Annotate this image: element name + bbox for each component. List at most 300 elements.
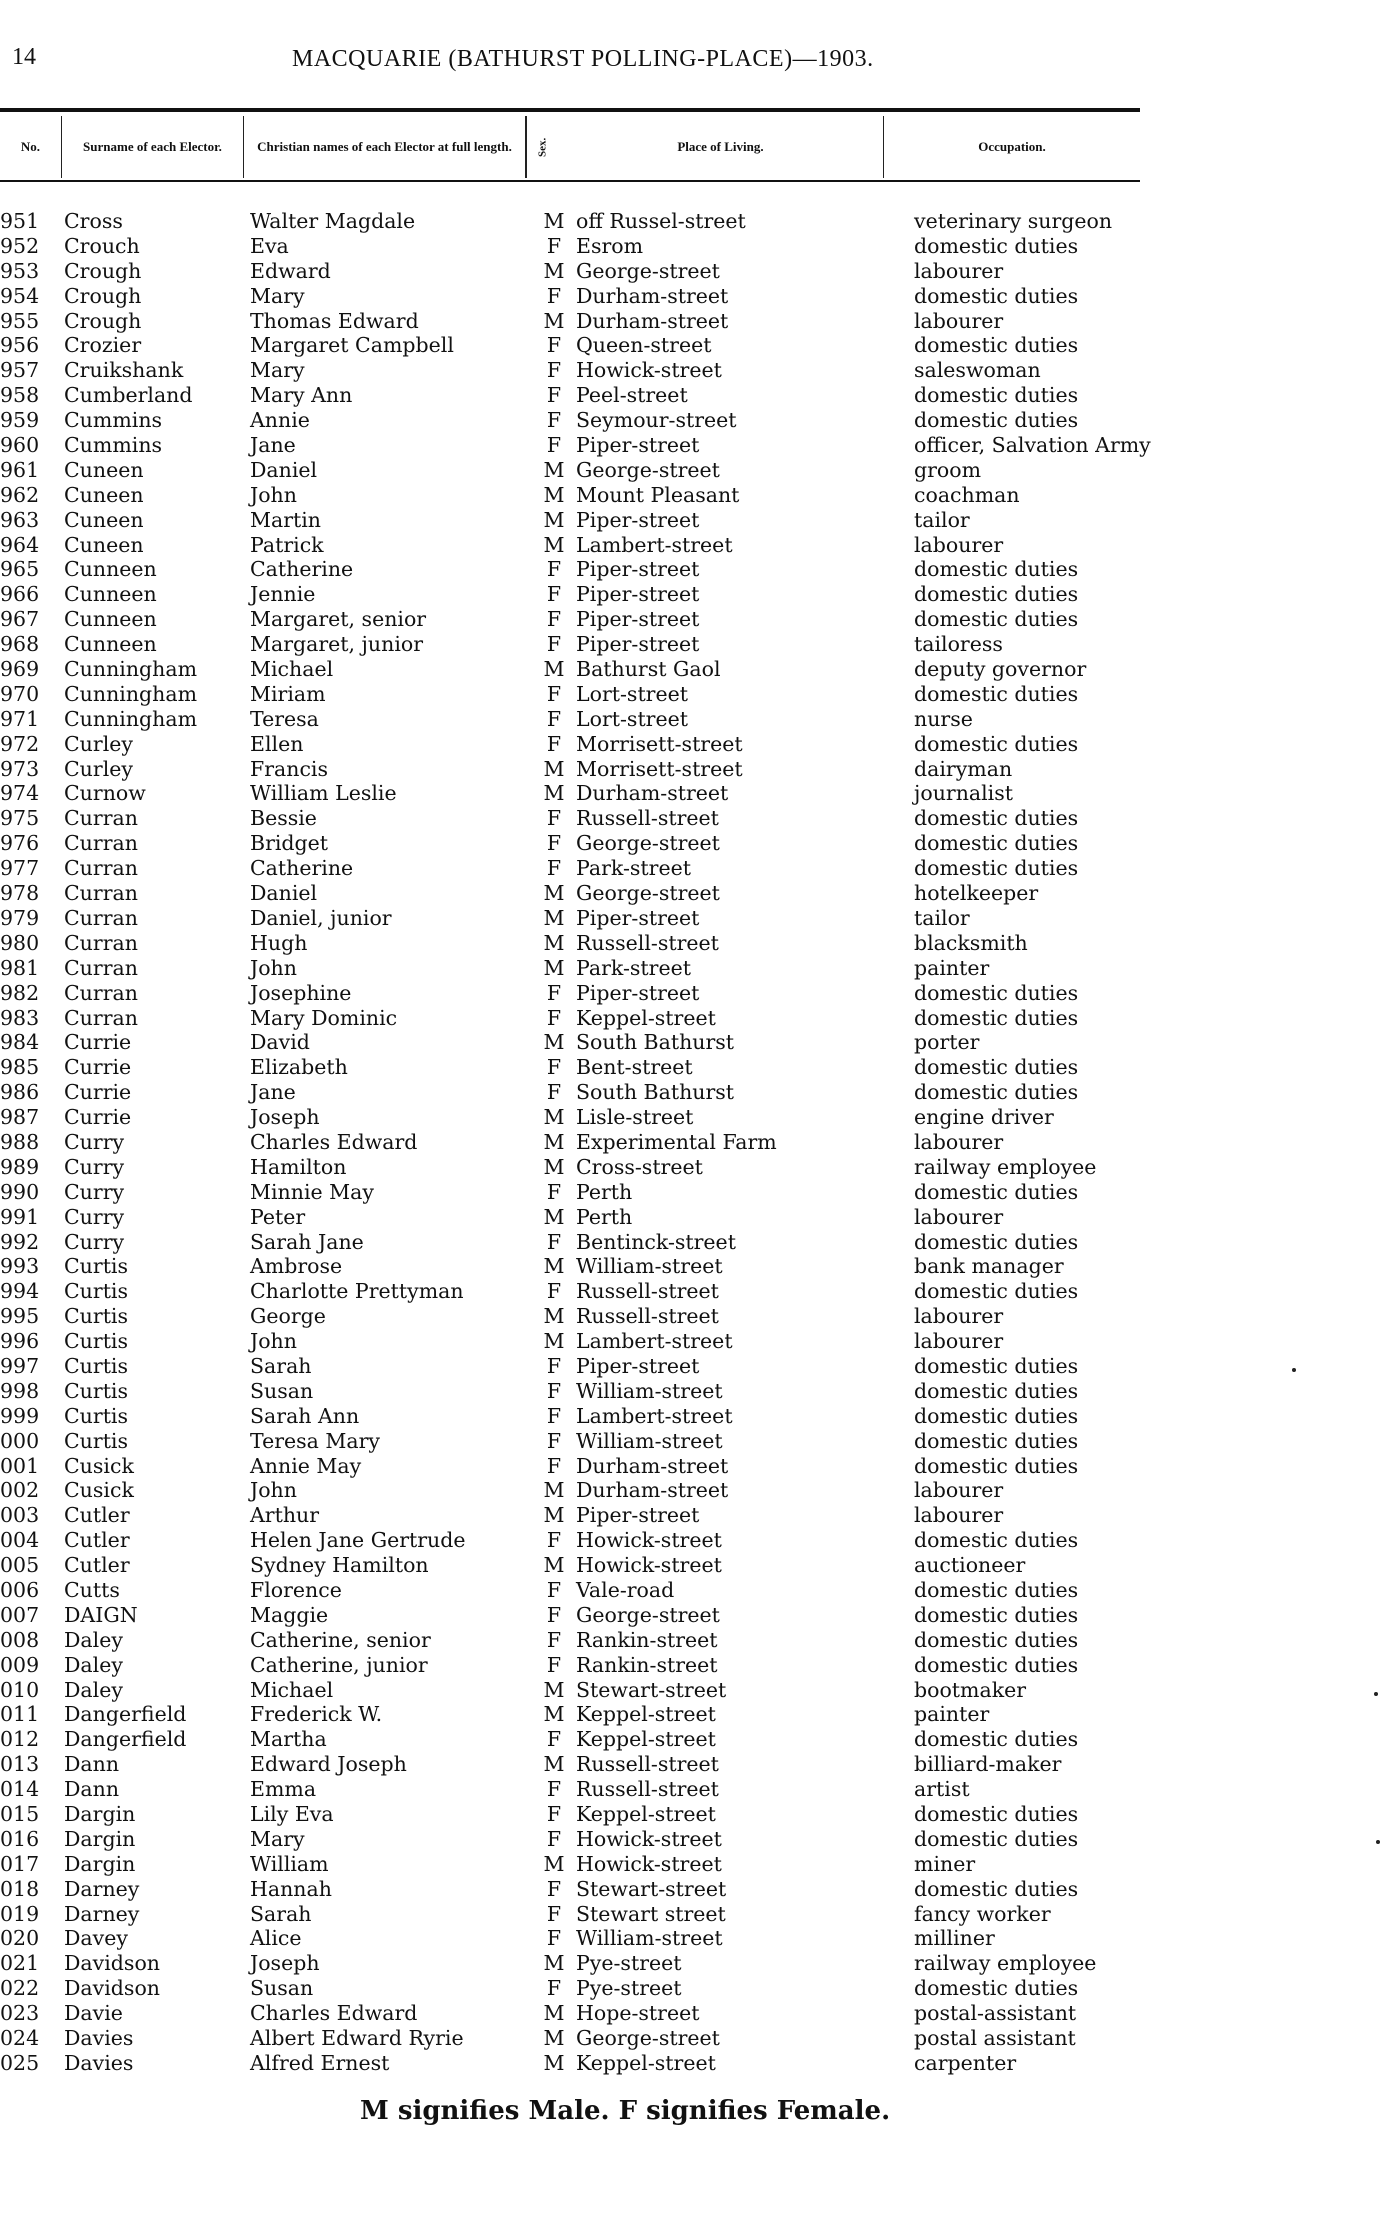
elector-surname: Curry xyxy=(64,1204,125,1229)
elector-christian-names: Josephine xyxy=(250,980,352,1005)
elector-occupation: railway employee xyxy=(914,1154,1097,1179)
table-row xyxy=(0,1603,1150,1628)
elector-sex: F xyxy=(546,1229,562,1254)
elector-place-of-living: Keppel-street xyxy=(576,1727,716,1752)
elector-number: 996 xyxy=(0,1329,40,1354)
elector-christian-names: William Leslie xyxy=(250,781,397,806)
elector-surname: Daley xyxy=(64,1677,123,1702)
elector-sex: M xyxy=(543,905,565,930)
elector-surname: Cutler xyxy=(64,1528,130,1553)
elector-place-of-living: Vale-road xyxy=(576,1577,675,1602)
elector-christian-names: Edward Joseph xyxy=(250,1752,407,1777)
elector-sex: M xyxy=(543,532,565,557)
table-row xyxy=(0,1180,1150,1205)
elector-surname: Curtis xyxy=(64,1304,129,1329)
elector-surname: Curran xyxy=(64,905,138,930)
elector-occupation: auctioneer xyxy=(914,1553,1026,1578)
elector-surname: Cuneen xyxy=(64,532,144,557)
table-row xyxy=(0,1230,1150,1255)
elector-sex: F xyxy=(546,358,562,383)
elector-place-of-living: Piper-street xyxy=(576,557,700,582)
table-row xyxy=(0,632,1150,657)
elector-occupation: domestic duties xyxy=(914,283,1079,308)
elector-occupation: domestic duties xyxy=(914,1005,1079,1030)
table-row xyxy=(0,2026,1150,2051)
elector-surname: Curran xyxy=(64,831,138,856)
elector-number: 972 xyxy=(0,731,40,756)
elector-occupation: domestic duties xyxy=(914,383,1079,408)
table-row xyxy=(0,682,1150,707)
elector-christian-names: Mary Dominic xyxy=(250,1005,398,1030)
elector-place-of-living: Piper-street xyxy=(576,980,700,1005)
elector-occupation: domestic duties xyxy=(914,1652,1079,1677)
elector-christian-names: Jane xyxy=(250,433,296,458)
elector-christian-names: Edward xyxy=(250,258,331,283)
elector-surname: Curran xyxy=(64,980,138,1005)
table-row xyxy=(0,358,1150,383)
table-row xyxy=(0,1478,1150,1503)
table-header xyxy=(0,116,1140,178)
elector-surname: Cumberland xyxy=(64,383,193,408)
elector-occupation: tailor xyxy=(914,507,970,532)
elector-number: 977 xyxy=(0,856,40,881)
elector-christian-names: Charles Edward xyxy=(250,2001,418,2026)
elector-sex: M xyxy=(543,1304,565,1329)
elector-place-of-living: William-street xyxy=(576,1428,723,1453)
table-row xyxy=(0,881,1150,906)
elector-sex: F xyxy=(546,1876,562,1901)
elector-occupation: postal-assistant xyxy=(914,2001,1077,2026)
elector-surname: Curtis xyxy=(64,1378,129,1403)
elector-sex: M xyxy=(543,1204,565,1229)
table-row xyxy=(0,259,1150,284)
elector-place-of-living: South Bathurst xyxy=(576,1030,735,1055)
legend-footer: M signifies Male. F signifies Female. xyxy=(360,2096,891,2126)
elector-sex: F xyxy=(546,1976,562,2001)
elector-christian-names: Ellen xyxy=(250,731,304,756)
elector-surname: Curtis xyxy=(64,1279,129,1304)
elector-place-of-living: William-street xyxy=(576,1926,723,1951)
elector-occupation: domestic duties xyxy=(914,1602,1079,1627)
scan-speck xyxy=(1376,1840,1380,1844)
elector-occupation: nurse xyxy=(914,706,973,731)
elector-christian-names: Margaret, senior xyxy=(250,607,427,632)
elector-place-of-living: off Russel-street xyxy=(576,209,746,233)
elector-sex: M xyxy=(543,258,565,283)
elector-place-of-living: Stewart-street xyxy=(576,1876,727,1901)
elector-surname: Dann xyxy=(64,1752,120,1777)
elector-surname: Cusick xyxy=(64,1478,134,1503)
elector-number: 989 xyxy=(0,1154,40,1179)
elector-surname: Cunneen xyxy=(64,557,157,582)
elector-surname: Dann xyxy=(64,1777,120,1802)
elector-christian-names: Maggie xyxy=(250,1602,329,1627)
elector-sex: F xyxy=(546,1727,562,1752)
elector-place-of-living: William-street xyxy=(576,1254,723,1279)
elector-surname: Dangerfield xyxy=(64,1727,187,1752)
elector-number: 999 xyxy=(0,1403,40,1428)
elector-place-of-living: Howick-street xyxy=(576,1826,722,1851)
elector-christian-names: Sydney Hamilton xyxy=(250,1553,429,1578)
elector-number: 951 xyxy=(0,209,40,233)
elector-occupation: dairyman xyxy=(914,756,1013,781)
elector-surname: Cummins xyxy=(64,433,163,458)
elector-sex: F xyxy=(546,233,562,258)
elector-occupation: hotelkeeper xyxy=(914,881,1039,906)
elector-christian-names: Martin xyxy=(250,507,322,532)
elector-surname: Davidson xyxy=(64,1951,160,1976)
elector-number: 016 xyxy=(0,1826,40,1851)
elector-place-of-living: Bathurst Gaol xyxy=(576,657,721,682)
elector-surname: Dargin xyxy=(64,1851,136,1876)
elector-occupation: milliner xyxy=(914,1926,995,1951)
table-row xyxy=(0,707,1150,732)
elector-christian-names: Annie xyxy=(250,408,310,433)
elector-place-of-living: Lambert-street xyxy=(576,1329,733,1354)
elector-place-of-living: Piper-street xyxy=(576,433,700,458)
elector-place-of-living: Durham-street xyxy=(576,1478,729,1503)
table-row xyxy=(0,2001,1150,2026)
elector-number: 988 xyxy=(0,1129,40,1154)
elector-surname: Crough xyxy=(64,283,142,308)
elector-place-of-living: Park-street xyxy=(576,856,691,881)
elector-surname: Cusick xyxy=(64,1453,134,1478)
elector-sex: F xyxy=(546,557,562,582)
elector-occupation: labourer xyxy=(914,532,1004,557)
elector-christian-names: Lily Eva xyxy=(250,1802,334,1826)
elector-surname: Curley xyxy=(64,731,133,756)
elector-number: 980 xyxy=(0,930,40,955)
elector-occupation: tailoress xyxy=(914,632,1003,657)
elector-occupation: blacksmith xyxy=(914,930,1028,955)
elector-surname: Curry xyxy=(64,1179,125,1204)
elector-surname: Crouch xyxy=(64,233,140,258)
elector-surname: Davie xyxy=(64,2001,123,2026)
elector-christian-names: Miriam xyxy=(250,681,326,706)
elector-sex: M xyxy=(543,1503,565,1528)
elector-number: 007 xyxy=(0,1602,40,1627)
elector-occupation: painter xyxy=(914,955,990,980)
elector-sex: F xyxy=(546,383,562,408)
elector-christian-names: John xyxy=(250,955,297,980)
elector-place-of-living: Piper-street xyxy=(576,1353,700,1378)
elector-surname: Cunningham xyxy=(64,681,198,706)
elector-place-of-living: Howick-street xyxy=(576,1851,722,1876)
elector-surname: Cutler xyxy=(64,1553,130,1578)
elector-christian-names: Francis xyxy=(250,756,329,781)
elector-sex: M xyxy=(543,308,565,333)
elector-surname: Curran xyxy=(64,955,138,980)
elector-number: 995 xyxy=(0,1304,40,1329)
elector-sex: M xyxy=(543,1105,565,1130)
elector-surname: Daley xyxy=(64,1627,123,1652)
elector-occupation: domestic duties xyxy=(914,557,1079,582)
elector-surname: DAIGN xyxy=(64,1602,138,1627)
elector-surname: Crozier xyxy=(64,333,142,358)
elector-number: 983 xyxy=(0,1005,40,1030)
elector-number: 982 xyxy=(0,980,40,1005)
elector-occupation: domestic duties xyxy=(914,1876,1079,1901)
page-number: 14 xyxy=(12,44,36,70)
elector-sex: M xyxy=(543,1702,565,1727)
elector-number: 997 xyxy=(0,1353,40,1378)
elector-sex: M xyxy=(543,955,565,980)
elector-number: 975 xyxy=(0,806,40,831)
elector-number: 993 xyxy=(0,1254,40,1279)
elector-place-of-living: Lort-street xyxy=(576,706,688,731)
elector-surname: Davies xyxy=(64,2026,134,2051)
elector-occupation: domestic duties xyxy=(914,1179,1079,1204)
elector-sex: M xyxy=(543,756,565,781)
elector-number: 022 xyxy=(0,1976,40,2001)
table-row xyxy=(0,906,1150,931)
table-row xyxy=(0,582,1150,607)
table-row xyxy=(0,2051,1150,2076)
elector-christian-names: Helen Jane Gertrude xyxy=(250,1528,466,1553)
elector-place-of-living: Perth xyxy=(576,1179,633,1204)
elector-christian-names: Hugh xyxy=(250,930,308,955)
elector-christian-names: Elizabeth xyxy=(250,1055,348,1080)
header-bottom-rule xyxy=(0,180,1140,182)
elector-sex: M xyxy=(543,1129,565,1154)
elector-occupation: domestic duties xyxy=(914,681,1079,706)
elector-christian-names: Thomas Edward xyxy=(250,308,419,333)
table-row xyxy=(0,1030,1150,1055)
elector-sex: F xyxy=(546,706,562,731)
elector-sex: M xyxy=(543,1030,565,1055)
table-row xyxy=(0,333,1150,358)
elector-place-of-living: Russell-street xyxy=(576,1752,719,1777)
elector-occupation: coachman xyxy=(914,482,1020,507)
table-row xyxy=(0,1902,1150,1927)
elector-surname: Curtis xyxy=(64,1353,129,1378)
elector-surname: Dangerfield xyxy=(64,1702,187,1727)
table-row xyxy=(0,458,1150,483)
elector-occupation: postal assistant xyxy=(914,2026,1076,2051)
elector-christian-names: John xyxy=(250,1329,297,1354)
elector-number: 968 xyxy=(0,632,40,657)
elector-christian-names: Frederick W. xyxy=(250,1702,383,1727)
elector-place-of-living: Piper-street xyxy=(576,607,700,632)
elector-christian-names: Michael xyxy=(250,1677,334,1702)
elector-place-of-living: Durham-street xyxy=(576,283,729,308)
elector-number: 985 xyxy=(0,1055,40,1080)
elector-occupation: domestic duties xyxy=(914,607,1079,632)
table-row xyxy=(0,1503,1150,1528)
elector-christian-names: John xyxy=(250,1478,297,1503)
elector-christian-names: David xyxy=(250,1030,310,1055)
table-row xyxy=(0,433,1150,458)
elector-surname: Curran xyxy=(64,881,138,906)
elector-sex: M xyxy=(543,2026,565,2051)
page-title: MACQUARIE (BATHURST POLLING-PLACE)—1903. xyxy=(292,46,874,72)
table-row xyxy=(0,1852,1150,1877)
elector-occupation: painter xyxy=(914,1702,990,1727)
elector-number: 004 xyxy=(0,1528,40,1553)
elector-sex: F xyxy=(546,1528,562,1553)
elector-place-of-living: Bentinck-street xyxy=(576,1229,736,1254)
elector-christian-names: Arthur xyxy=(250,1503,320,1528)
elector-christian-names: Sarah xyxy=(250,1901,312,1926)
elector-surname: Curtis xyxy=(64,1403,129,1428)
elector-sex: F xyxy=(546,1577,562,1602)
table-row xyxy=(0,1080,1150,1105)
elector-surname: Cunneen xyxy=(64,607,157,632)
elector-surname: Currie xyxy=(64,1055,132,1080)
elector-occupation: deputy governor xyxy=(914,657,1087,682)
elector-number: 002 xyxy=(0,1478,40,1503)
elector-place-of-living: Rankin-street xyxy=(576,1627,718,1652)
elector-occupation: domestic duties xyxy=(914,1378,1079,1403)
elector-christian-names: Ambrose xyxy=(250,1254,343,1279)
elector-number: 990 xyxy=(0,1179,40,1204)
table-row xyxy=(0,1553,1150,1578)
elector-occupation: labourer xyxy=(914,1503,1004,1528)
elector-place-of-living: George-street xyxy=(576,2026,720,2051)
elector-occupation: domestic duties xyxy=(914,1453,1079,1478)
elector-number: 010 xyxy=(0,1677,40,1702)
elector-occupation: domestic duties xyxy=(914,1727,1079,1752)
elector-sex: M xyxy=(543,1254,565,1279)
elector-place-of-living: Keppel-street xyxy=(576,1702,716,1727)
elector-place-of-living: Durham-street xyxy=(576,781,729,806)
elector-occupation: domestic duties xyxy=(914,1403,1079,1428)
table-row xyxy=(0,1006,1150,1031)
elector-occupation: domestic duties xyxy=(914,1802,1079,1826)
elector-number: 974 xyxy=(0,781,40,806)
elector-place-of-living: Peel-street xyxy=(576,383,688,408)
elector-number: 013 xyxy=(0,1752,40,1777)
elector-christian-names: Catherine, senior xyxy=(250,1627,431,1652)
elector-christian-names: Hamilton xyxy=(250,1154,347,1179)
elector-sex: M xyxy=(543,930,565,955)
elector-number: 015 xyxy=(0,1802,40,1826)
elector-surname: Cruikshank xyxy=(64,358,184,383)
elector-occupation: domestic duties xyxy=(914,233,1079,258)
table-row xyxy=(0,956,1150,981)
elector-place-of-living: Lisle-street xyxy=(576,1105,694,1130)
elector-occupation: miner xyxy=(914,1851,976,1876)
elector-sex: M xyxy=(543,1553,565,1578)
elector-occupation: billiard-maker xyxy=(914,1752,1062,1777)
elector-number: 023 xyxy=(0,2001,40,2026)
elector-place-of-living: Piper-street xyxy=(576,507,700,532)
elector-sex: F xyxy=(546,1005,562,1030)
elector-sex: F xyxy=(546,408,562,433)
elector-occupation: journalist xyxy=(914,781,1013,806)
elector-place-of-living: Stewart-street xyxy=(576,1677,727,1702)
elector-sex: F xyxy=(546,1353,562,1378)
elector-surname: Dargin xyxy=(64,1826,136,1851)
elector-surname: Dargin xyxy=(64,1802,136,1826)
elector-sex: F xyxy=(546,283,562,308)
elector-number: 965 xyxy=(0,557,40,582)
table-row xyxy=(0,607,1150,632)
elector-christian-names: Albert Edward Ryrie xyxy=(250,2026,464,2051)
elector-number: 018 xyxy=(0,1876,40,1901)
elector-christian-names: Mary xyxy=(250,358,305,383)
elector-occupation: domestic duties xyxy=(914,1353,1079,1378)
elector-surname: Cunningham xyxy=(64,706,198,731)
elector-occupation: domestic duties xyxy=(914,1627,1079,1652)
elector-place-of-living: George-street xyxy=(576,258,720,283)
elector-sex: F xyxy=(546,582,562,607)
header-no: No. xyxy=(0,116,62,178)
table-row xyxy=(0,1528,1150,1553)
table-row xyxy=(0,557,1150,582)
header-christian-names: Christian names of each Elector at full length. xyxy=(244,116,526,178)
elector-christian-names: Catherine xyxy=(250,856,354,881)
elector-sex: F xyxy=(546,731,562,756)
elector-number: 958 xyxy=(0,383,40,408)
elector-list xyxy=(0,209,1150,2076)
elector-christian-names: Mary xyxy=(250,283,305,308)
elector-number: 959 xyxy=(0,408,40,433)
elector-sex: F xyxy=(546,806,562,831)
elector-number: 006 xyxy=(0,1577,40,1602)
elector-surname: Cuneen xyxy=(64,457,144,482)
elector-surname: Cunneen xyxy=(64,582,157,607)
elector-number: 986 xyxy=(0,1080,40,1105)
elector-place-of-living: Russell-street xyxy=(576,1304,719,1329)
elector-surname: Curran xyxy=(64,806,138,831)
table-row xyxy=(0,1130,1150,1155)
elector-sex: F xyxy=(546,1179,562,1204)
elector-christian-names: Minnie May xyxy=(250,1179,374,1204)
scan-speck xyxy=(1374,1692,1378,1696)
elector-occupation: domestic duties xyxy=(914,1577,1079,1602)
elector-surname: Curtis xyxy=(64,1329,129,1354)
elector-surname: Curran xyxy=(64,930,138,955)
elector-surname: Darney xyxy=(64,1876,140,1901)
elector-number: 953 xyxy=(0,258,40,283)
elector-christian-names: Margaret, junior xyxy=(250,632,424,657)
elector-occupation: labourer xyxy=(914,1329,1004,1354)
elector-surname: Currie xyxy=(64,1080,132,1105)
elector-surname: Curtis xyxy=(64,1254,129,1279)
elector-number: 976 xyxy=(0,831,40,856)
elector-number: 961 xyxy=(0,457,40,482)
elector-surname: Cutts xyxy=(64,1577,120,1602)
elector-sex: F xyxy=(546,856,562,881)
table-row xyxy=(0,1055,1150,1080)
table-row xyxy=(0,1429,1150,1454)
elector-occupation: domestic duties xyxy=(914,831,1079,856)
elector-number: 998 xyxy=(0,1378,40,1403)
elector-sex: M xyxy=(543,1154,565,1179)
elector-number: 969 xyxy=(0,657,40,682)
elector-number: 008 xyxy=(0,1627,40,1652)
table-row xyxy=(0,209,1150,234)
elector-christian-names: Sarah Ann xyxy=(250,1403,360,1428)
elector-sex: F xyxy=(546,1802,562,1826)
table-row xyxy=(0,508,1150,533)
elector-place-of-living: Piper-street xyxy=(576,1503,700,1528)
elector-sex: F xyxy=(546,1453,562,1478)
elector-sex: F xyxy=(546,433,562,458)
elector-sex: F xyxy=(546,1627,562,1652)
elector-place-of-living: Bent-street xyxy=(576,1055,693,1080)
elector-occupation: porter xyxy=(914,1030,980,1055)
elector-place-of-living: Park-street xyxy=(576,955,691,980)
elector-christian-names: Sarah Jane xyxy=(250,1229,364,1254)
elector-number: 964 xyxy=(0,532,40,557)
elector-place-of-living: South Bathurst xyxy=(576,1080,735,1105)
table-row xyxy=(0,533,1150,558)
elector-place-of-living: Lort-street xyxy=(576,681,688,706)
elector-christian-names: Mary xyxy=(250,1826,305,1851)
table-row xyxy=(0,1454,1150,1479)
